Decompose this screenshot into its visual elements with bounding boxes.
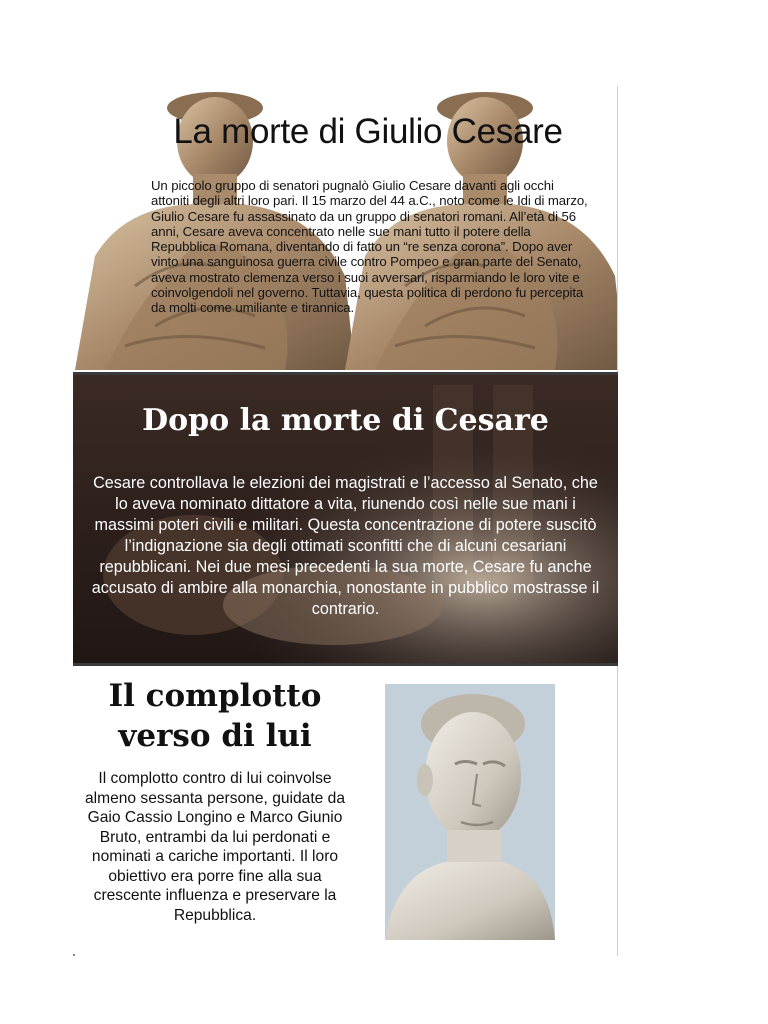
section2-body: Cesare controllava le elezioni dei magistrati e l’accesso al Senato, che lo aveva nominato dittatore a vita, riunendo così nelle sue mani i massimi poteri civili e militari. Questa concentrazione di potere suscitò l’indignazione sia degli ottimati sconfitti che di alcuni cesariani repubblicani. Nei due mesi precedenti la sua morte, Cesare fu anche accusato di ambire alla monarchia, nonostante in pubblico mostrasse il contrario.	[91, 474, 600, 618]
section-caesar-death	[73, 86, 617, 370]
caesar-bust-image	[385, 684, 555, 940]
section3-body: Il complotto contro di lui coinvolse almeno sessanta persone, guidate da Gaio Cassio Longino e Marco Giunio Bruto, entrambi da lui perdonati e nominati a cariche importanti. Il loro obiettivo era porre fine alla sua crescente influenza e preservare la Repubblica.	[84, 770, 346, 924]
section3-title-line2: verso di lui	[118, 718, 312, 754]
stray-mark	[73, 954, 75, 956]
section3-title-line1: Il complotto	[108, 678, 322, 714]
section-after-death	[73, 372, 618, 666]
section3-title	[80, 676, 350, 756]
section1-title: La morte di Giulio Cesare	[173, 112, 563, 151]
section1-body: Un piccolo gruppo di senatori pugnalò Giulio Cesare davanti agli occhi attoniti degli altri loro pari. Il 15 marzo del 44 a.C., noto come le Idi di marzo, Giulio Cesare fu assassinato da un gruppo di senatori romani. All’età di 56 anni, Cesare aveva concentrato nelle sue mani tutto il potere della Repubblica Romana, diventando di fatto un “re senza corona”. Dopo aver vinto una sanguinosa guerra civile contro Pompeo e gran parte del Senato, aveva mostrato clemenza verso i suoi avversari, risparmiando le loro vite e coinvolgendoli nel governo. Tuttavia, questa politica di perdono fu percepita da molti come umiliante e tirannica.	[151, 178, 588, 316]
section2-title: Dopo la morte di Cesare	[142, 403, 549, 438]
